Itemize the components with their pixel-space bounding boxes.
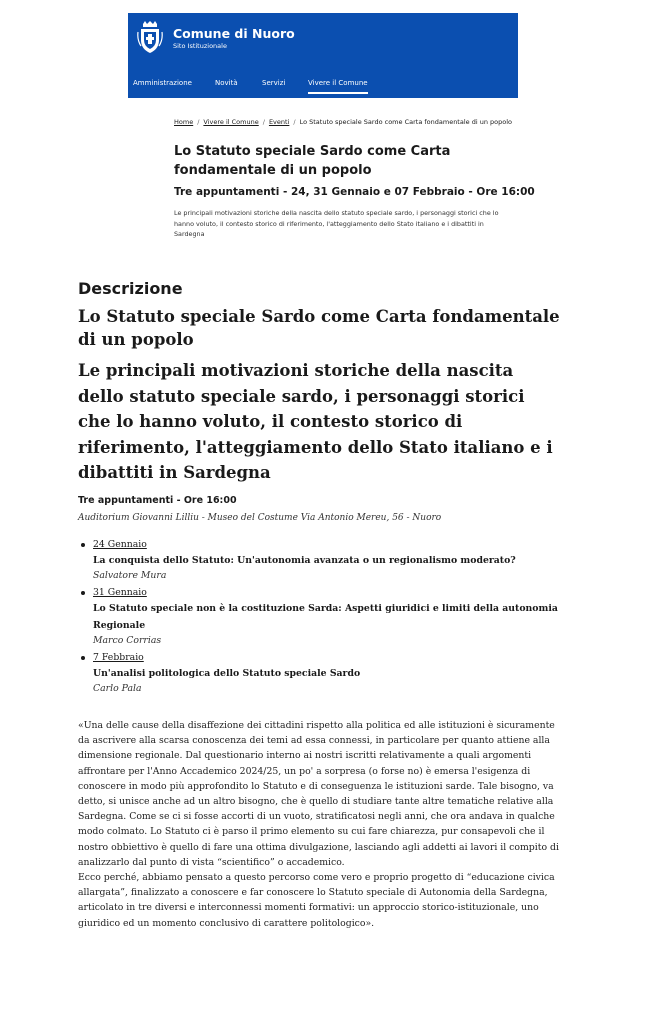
nav-item-novita[interactable]: Novità [215,79,238,87]
bullet-icon [81,656,85,660]
event-speaker: Salvatore Mura [93,570,167,581]
body-paragraph: Ecco perché, abbiamo pensato a questo percorso come vero e proprio progetto di “educazione civica allargata”, finalizzato a conoscere e far conoscere lo Statuto speciale di Autonomia della Sardegna, articolato in tre diversi e interconnessi momenti formativi: un approccio storico-istituzionale, uno giuridico ed un momento conclusivo di carattere politologico». [78,872,555,929]
brand[interactable] [137,20,295,54]
breadcrumb-vivere-il-comune[interactable]: Vivere il Comune [203,118,259,126]
nav-item-vivere-il-comune[interactable]: Vivere il Comune [308,77,368,94]
breadcrumb-separator: / [293,118,296,126]
nav-item-amministrazione[interactable]: Amministrazione [133,79,192,87]
breadcrumb [174,118,512,126]
list-item [78,651,558,696]
event-title: Un'analisi politologica dello Statuto speciale Sardo [93,668,361,679]
venue-text: Auditorium Giovanni Lilliu - Museo del Costume Via Antonio Mereu, 56 - Nuoro [78,513,442,523]
bullet-icon [81,543,85,547]
event-date-link[interactable]: 31 Gennaio [93,587,147,598]
section-title: Lo Statuto speciale Sardo come Carta fondamentale di un popolo [78,307,560,349]
nav-item-servizi[interactable]: Servizi [262,79,286,87]
page-title: Lo Statuto speciale Sardo come Carta fondamentale di un popolo [174,144,451,178]
municipal-crest-icon [137,20,163,54]
bullet-icon [81,591,85,595]
section-heading: Descrizione [78,279,183,298]
event-date-link[interactable]: 24 Gennaio [93,539,147,550]
events-list [78,538,558,699]
event-speaker: Carlo Pala [93,683,142,694]
page-description: Le principali motivazioni storiche della nascita dello statuto speciale sardo, i personaggi storici che lo hanno voluto, il contesto storico di riferimento, l'atteggiamento dello Stato italiano e i dibattiti in Sardegna [174,209,499,238]
list-item [78,538,558,583]
breadcrumb-separator: / [197,118,200,126]
section-subtitle: Le principali motivazioni storiche della nascita dello statuto speciale sardo, i personaggi storici che lo hanno voluto, il contesto storico di riferimento, l'atteggiamento dello Stato italiano e i dibattiti in Sardegna [78,361,553,482]
event-date-link[interactable]: 7 Febbraio [93,652,144,663]
breadcrumb-home[interactable]: Home [174,118,194,126]
schedule-text: Tre appuntamenti - Ore 16:00 [78,495,237,506]
event-title: Lo Statuto speciale non è la costituzione Sarda: Aspetti giuridici e limiti della autonomia Regionale [93,603,558,631]
site-subtitle: Sito Istituzionale [173,41,227,50]
body-paragraph: «Una delle cause della disaffezione dei cittadini rispetto alla politica ed alle istituzioni è sicuramente da ascrivere alla scarsa conoscenza dei temi ad essa connessi, in particolare per quanto attiene alla dimensione regionale. Dal questionario interno ai nostri iscritti relativamente a quali argomenti affrontare per l'Anno Accademico 2024/25, un po' a sorpresa (o forse no) è emersa l'esigenza di conoscere in modo più approfondito lo Statuto e di conseguenza le istituzioni sarde. Tale bisogno, va detto, si unisce anche ad un altro bisogno, che è quello di studiare tante altre tematiche relative alla Sardegna. Come se ci si fosse accorti di un vuoto, stratificatosi negli anni, che ora andava in qualche modo colmato. Lo Statuto ci è parso il primo elemento su cui fare chiarezza, pur consapevoli che il nostro obbiettivo è quello di fare una ottima divulgazione, lasciando agli addetti ai lavori il compito di analizzarlo dal punto di vista “scientifico” o accademico. [78,720,559,868]
event-title: La conquista dello Statuto: Un'autonomia avanzata o un regionalismo moderato? [93,555,516,566]
breadcrumb-current: Lo Statuto speciale Sardo come Carta fondamentale di un popolo [299,118,513,126]
breadcrumb-separator: / [262,118,265,126]
site-header [128,13,518,98]
body-text [78,718,566,931]
main-nav [128,75,518,93]
page-subtitle: Tre appuntamenti - 24, 31 Gennaio e 07 Febbraio - Ore 16:00 [174,186,535,198]
breadcrumb-eventi[interactable]: Eventi [268,118,290,126]
site-title: Comune di Nuoro [173,25,295,41]
event-speaker: Marco Corrias [93,635,162,646]
list-item [78,586,558,648]
